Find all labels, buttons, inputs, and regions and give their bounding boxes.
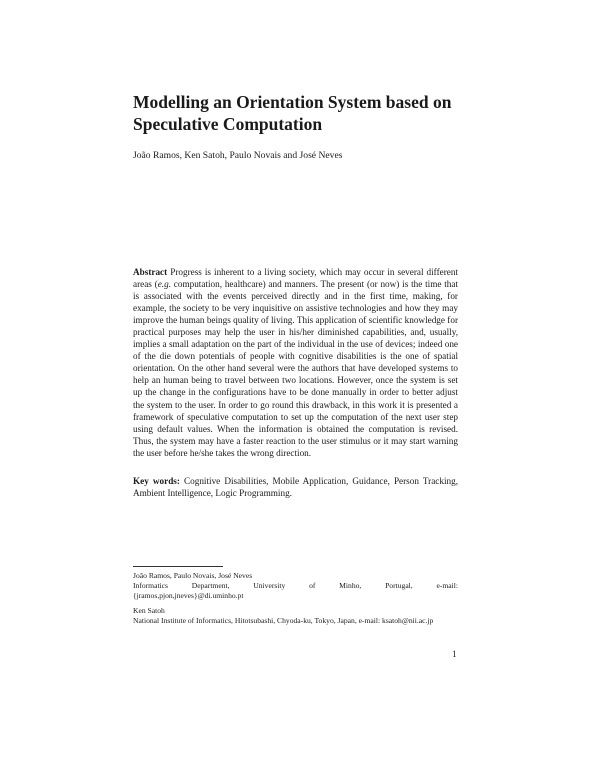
abstract-eg: e.g. [157, 279, 171, 290]
footnote-affiliation-line [133, 581, 458, 591]
keywords-label: Key words: [133, 476, 180, 486]
abstract-text-part1: Progress is inherent to a living society, which may occur in several different areas ( [133, 267, 458, 290]
keywords-text: Cognitive Disabilities, Mobile Application, Guidance, Person Tracking, Ambient Intelligence, Logic Programming. [133, 476, 458, 499]
affil-word: Department, [191, 581, 230, 590]
affil-word: Portugal, [385, 581, 413, 590]
footnotes [133, 571, 458, 631]
author-list: João Ramos, Ken Satoh, Paulo Novais and José Neves [133, 150, 343, 161]
abstract-text-part2: computation, healthcare) and manners. The present (or now) is the time that is associated with the events perceived directly and in the first time, making, for example, the society to be very inquisitive on assistive technologies and how they may improve the human beings quality of living. This application of scientific knowledge for practical purposes may help the user in his/her diminished capabilities, and, usually, implies a small adaptation on the part of the individual in the use of devices; indeed one of the die down potentials of people with cognitive disabilities is the one of spatial orientation. On the other hand several were the authors that have developed systems to help an human being to travel between two locations. However, once the system is set up the change in the configurations have to be done manually in order to better adjust the system to the user. In order to go round this drawback, in this work it is presented a framework of speculative computation to set up the computation of the next user step using default values. When the information is obtained the computation is revised. Thus, the system may have a faster reaction to the user stimulus or it may start warning the user before he/she takes the wrong direction. [133, 279, 458, 458]
affil-word: of [309, 581, 316, 590]
footnote-names: Ken Satoh [133, 606, 165, 615]
keywords [133, 475, 458, 499]
abstract [133, 266, 458, 459]
paper-title: Modelling an Orientation System based on Speculative Computation [133, 92, 452, 134]
footnote-affiliation-2 [133, 606, 458, 626]
footnote-emails: {jramos,pjon,jneves}@di.uminho.pt [133, 591, 244, 600]
footnote-affiliation-1 [133, 571, 458, 601]
footnote-affiliation-line: National Institute of Informatics, Hitotsubashi, Chyoda-ku, Tokyo, Japan, e-mail: ksatoh@nii.ac.jp [133, 616, 434, 625]
affil-word: Informatics [133, 581, 169, 590]
affil-word: University [253, 581, 286, 590]
affil-word: Minho, [339, 581, 362, 590]
footnote-divider [133, 566, 223, 567]
page-number: 1 [452, 649, 457, 659]
affil-word: e-mail: [436, 581, 458, 590]
abstract-label: Abstract [133, 267, 168, 277]
footnote-names: João Ramos, Paulo Novais, José Neves [133, 571, 253, 580]
